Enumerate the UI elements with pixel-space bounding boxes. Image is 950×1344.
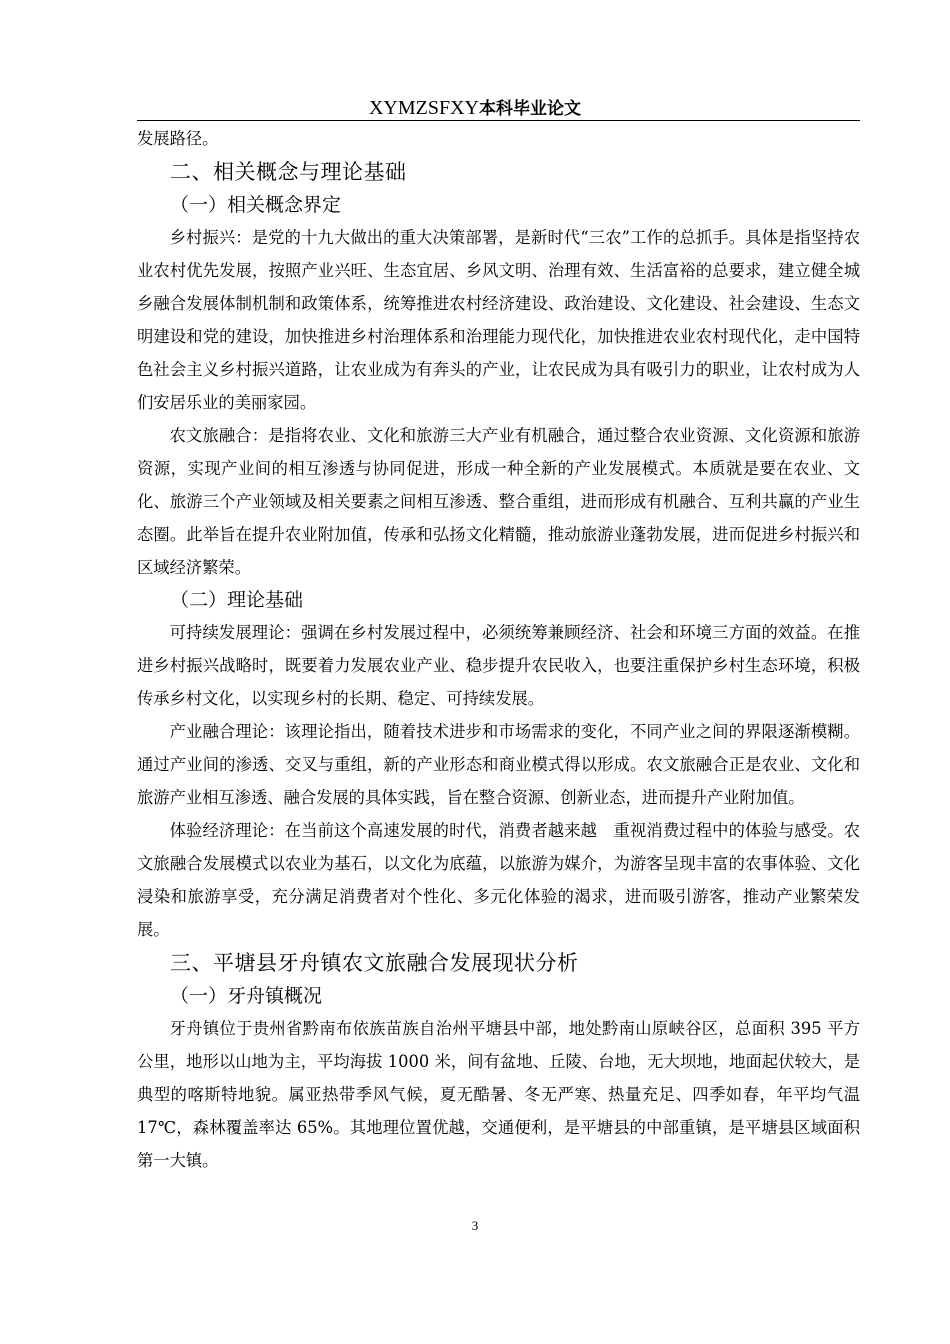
subsection-heading-3-1: （一）牙舟镇概况: [170, 985, 323, 1007]
subsection-heading-2-2: （二）理论基础: [170, 589, 304, 611]
header-school-code: XYMZSFXY: [368, 97, 480, 119]
paragraph-sustainable-development: 可持续发展理论：强调在乡村发展过程中，必须统筹兼顾经济、社会和环境三方面的效益。在推进乡村振兴战略时，既要着力发展农业产业、稳步提升农民收入，也要注重保护乡村生态环境，积极传承乡村文化，以实现乡村的长期、稳定、可持续发展。: [137, 623, 860, 708]
section-heading-3: 三、平塘县牙舟镇农文旅融合发展现状分析: [170, 951, 579, 975]
paragraph-yazhou-overview: 牙舟镇位于贵州省黔南布依族苗族自治州平塘县中部，地处黔南山原峡谷区，总面积 395 平方公里，地形以山地为主，平均海拔 1000 米，间有盆地、丘陵、台地，无大坝地，地面起伏较大，是典型的喀斯特地貌。属亚热带季风气候，夏无酷暑、冬无严寒、热量充足、四季如春，年平均气温 17℃，森林覆盖率达 65%。其地理位置优越，交通便利，是平塘县的中部重镇，是平塘县区域面积第一大镇。: [137, 1019, 860, 1170]
paragraph-industry-integration: 产业融合理论：该理论指出，随着技术进步和市场需求的变化，不同产业之间的界限逐渐模糊。通过产业间的渗透、交叉与重组，新的产业形态和商业模式得以形成。农文旅融合正是农业、文化和旅游产业相互渗透、融合发展的具体实践，旨在整合资源、创新业态，进而提升产业附加值。: [137, 722, 860, 807]
header-divider: [137, 120, 860, 121]
paragraph-experience-economy: 体验经济理论：在当前这个高速发展的时代，消费者越来越 重视消费过程中的体验与感受。农文旅融合发展模式以农业为基石，以文化为底蕴，以旅游为媒介，为游客呈现丰富的农事体验、文化浸染和旅游享受，充分满足消费者对个性化、多元化体验的渴求，进而吸引游客，推动产业繁荣发展。: [137, 821, 860, 939]
subsection-heading-2-1: （一）相关概念界定: [170, 194, 342, 216]
page-header: [0, 94, 950, 120]
section-heading-2: 二、相关概念与理论基础: [170, 160, 407, 184]
header-thesis-label: 本科毕业论文: [479, 99, 582, 119]
paragraph-agri-culture-tourism: 农文旅融合：是指将农业、文化和旅游三大产业有机融合，通过整合农业资源、文化资源和旅游资源，实现产业间的相互渗透与协同促进，形成一种全新的产业发展模式。本质就是要在农业、文化、旅游三个产业领域及相关要素之间相互渗透、整合重组，进而形成有机融合、互利共赢的产业生态圈。此举旨在提升农业附加值，传承和弘扬文化精髓，推动旅游业蓬勃发展，进而促进乡村振兴和区域经济繁荣。: [137, 426, 860, 577]
document-body: [137, 122, 860, 1177]
page-number: 3: [471, 1218, 479, 1233]
paragraph-rural-revitalization: 乡村振兴：是党的十九大做出的重大决策部署，是新时代“三农”工作的总抓手。具体是指坚持农业农村优先发展，按照产业兴旺、生态宜居、乡风文明、治理有效、生活富裕的总要求，建立健全城乡融合发展体制机制和政策体系，统筹推进农村经济建设、政治建设、文化建设、社会建设、生态文明建设和党的建设，加快推进乡村治理体系和治理能力现代化，加快推进农业农村现代化，走中国特色社会主义乡村振兴道路，让农业成为有奔头的产业，让农民成为具有吸引力的职业，让农村成为人们安居乐业的美丽家园。: [137, 228, 860, 412]
paragraph-continuation: 发展路径。: [137, 129, 219, 148]
